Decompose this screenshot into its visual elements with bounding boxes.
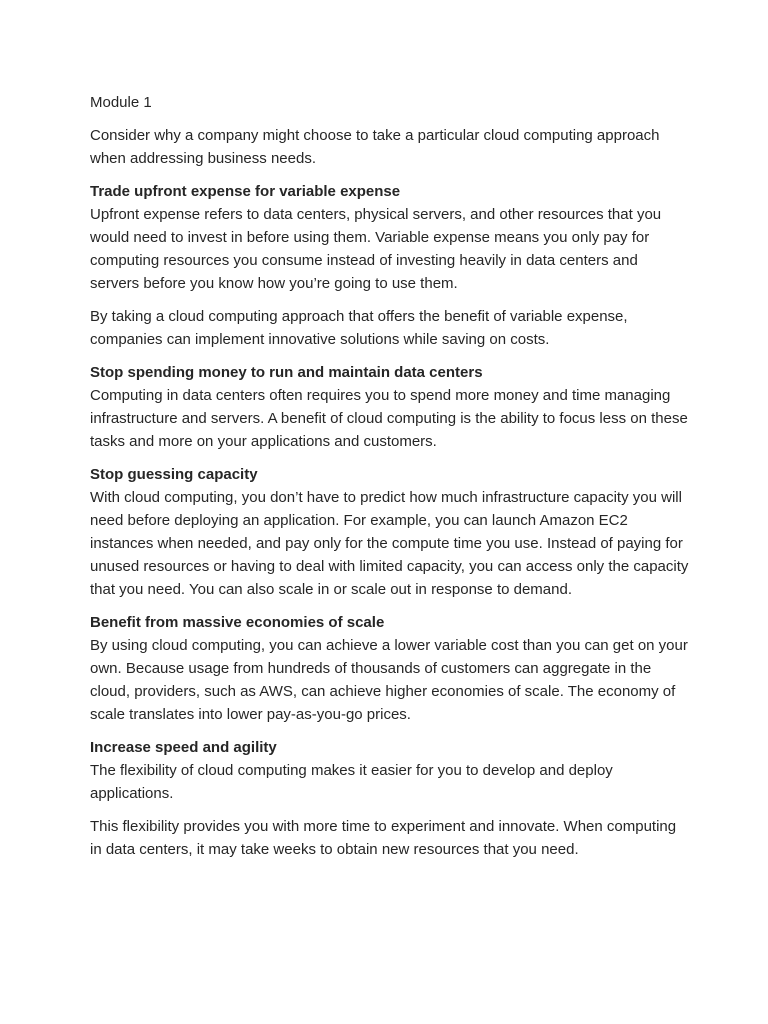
section-heading: Increase speed and agility [90,739,277,756]
section-capacity [90,463,690,601]
section-body: By using cloud computing, you can achieve a lower variable cost than you can get on your own. Because usage from hundreds of thousands of customers can aggregate in the cloud, providers, such as AWS, can achieve higher economies of scale. The economy of scale translates into lower pay-as-you-go prices. [90,637,688,723]
section-extra-paragraph: By taking a cloud computing approach that offers the benefit of variable expense, companies can implement innovative solutions while saving on costs. [90,308,628,348]
section-body: Computing in data centers often requires you to spend more money and time managing infrastructure and servers. A benefit of cloud computing is the ability to focus less on these tasks and more on your applications and customers. [90,387,688,450]
section-economies-of-scale [90,611,690,726]
section-heading: Trade upfront expense for variable expense [90,183,401,200]
section-body: The flexibility of cloud computing makes it easier for you to develop and deploy applications. [90,762,613,802]
section-body: Upfront expense refers to data centers, physical servers, and other resources that you would need to invest in before using them. Variable expense means you only pay for computing resources you consume instead of investing heavily in data centers and servers before you know how you’re going to use them. [90,206,662,292]
section-heading: Benefit from massive economies of scale [90,614,385,631]
section-extra-paragraph: This flexibility provides you with more time to experiment and innovate. When computing in data centers, it may take weeks to obtain new resources that you need. [90,818,677,858]
section-speed-agility [90,736,690,805]
document-title: Module 1 [90,94,152,111]
section-data-centers [90,361,690,453]
document-page [90,91,690,871]
section-variable-expense [90,180,690,295]
section-heading: Stop spending money to run and maintain data centers [90,364,483,381]
section-heading: Stop guessing capacity [90,466,258,483]
intro-paragraph: Consider why a company might choose to take a particular cloud computing approach when addressing business needs. [90,127,660,167]
section-body: With cloud computing, you don’t have to predict how much infrastructure capacity you will need before deploying an application. For example, you can launch Amazon EC2 instances when needed, and pay only for the compute time you use. Instead of paying for unused resources or having to deal with limited capacity, you can access only the capacity that you need. You can also scale in or scale out in response to demand. [90,489,689,598]
